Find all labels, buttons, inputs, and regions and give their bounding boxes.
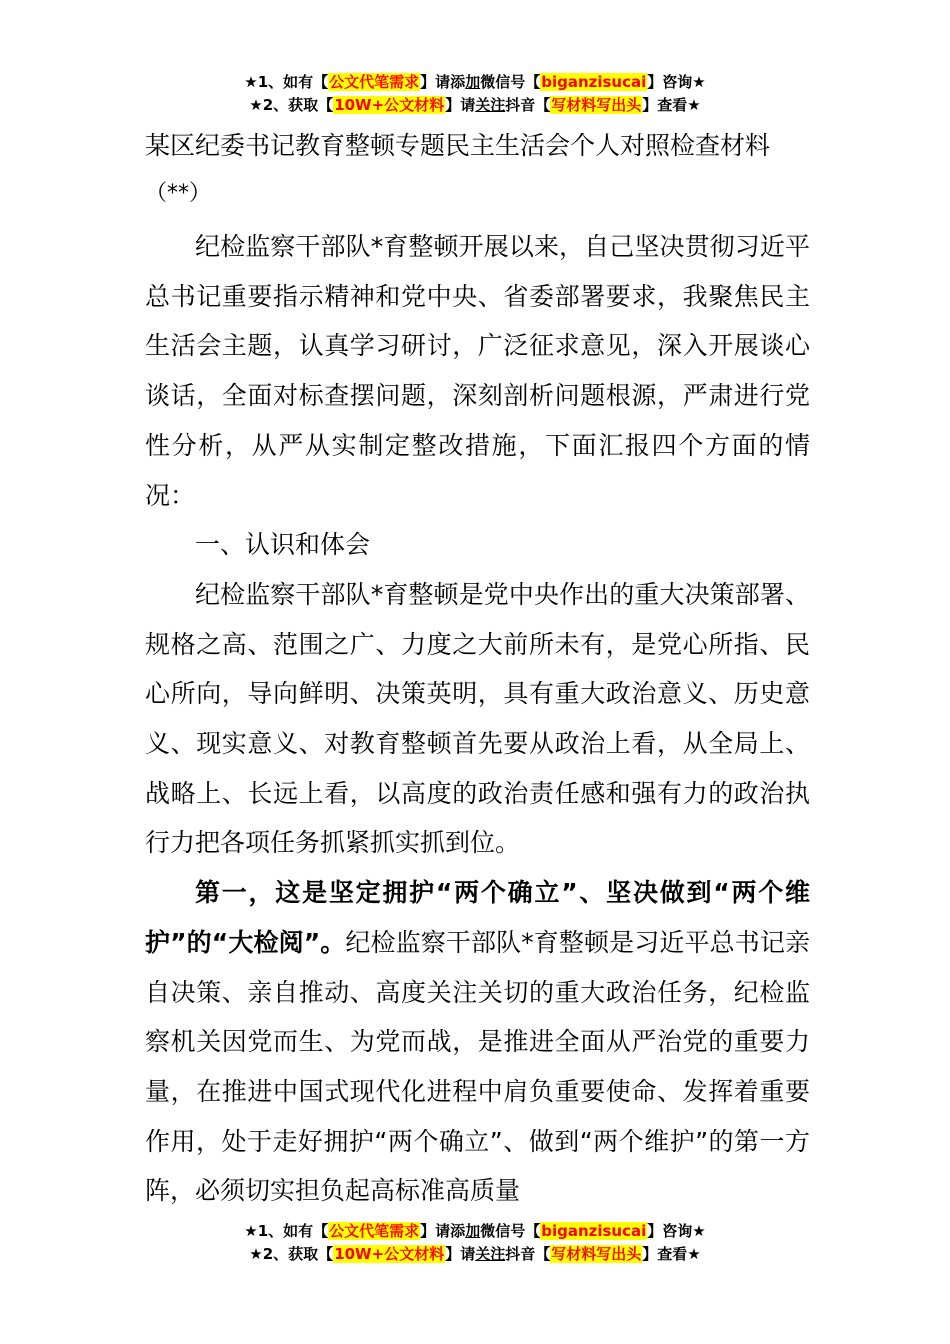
ad-text: ★1、如有【 <box>244 73 329 91</box>
ad-highlight-materials: 10W+公文材料 <box>334 96 445 114</box>
document-title-suffix: （**） <box>145 181 212 206</box>
ad-text: ★1、如有【 <box>244 1222 329 1240</box>
ad-highlight-wechat-id: biganzisucai <box>541 1222 647 1240</box>
header-ad-line-1 <box>0 72 950 92</box>
ad-text: 抖音【 <box>505 96 551 114</box>
ad-highlight-wechat-id: biganzisucai <box>541 73 647 91</box>
ad-text: 】咨询★ <box>647 1222 706 1240</box>
ad-underline: 关注 <box>475 1245 506 1263</box>
ad-highlight-service: 公文代笔需求 <box>329 1222 420 1240</box>
footer-ad-line-2 <box>0 1244 950 1264</box>
ad-text: ★2、获取【 <box>249 1245 334 1263</box>
ad-highlight-materials: 10W+公文材料 <box>334 1245 445 1263</box>
ad-text: 微信号【 <box>480 73 541 91</box>
paragraph-first-point <box>145 868 810 1216</box>
ad-highlight-douyin: 写材料写出头 <box>551 96 642 114</box>
ad-text: 】查看★ <box>642 96 701 114</box>
paragraph-first-point-text: 纪检监察干部队*育整顿是习近平总书记亲自决策、亲自推动、高度关注关切的重大政治任务，纪检监察机关因党而生、为党而战，是推进全面从严治党的重要力量，在推进中国式现代化进程中肩负重要使命、发挥着重要作用，处于走好拥护“两个确立”、做到“两个维护”的第一方阵，必须切实担负起高标准高质量 <box>145 927 810 1206</box>
ad-underline: 关注 <box>475 96 506 114</box>
ad-underline: 加 <box>465 1222 481 1240</box>
paragraph-understanding: 纪检监察干部队*育整顿是党中央作出的重大决策部署、规格之高、范围之广、力度之大前所未有，是党心所指、民心所向，导向鲜明、决策英明，具有重大政治意义、历史意义、现实意义、对教育整顿首先要从政治上看，从全局上、战略上、长远上看，以高度的政治责任感和强有力的政治执行力把各项任务抓紧抓实抓到位。 <box>145 579 810 858</box>
document-body <box>145 222 810 1216</box>
ad-text: ★2、获取【 <box>249 96 334 114</box>
paragraph-intro: 纪检监察干部队*育整顿开展以来，自己坚决贯彻习近平总书记重要指示精神和党中央、省委部署要求，我聚焦民主生活会主题，认真学习研讨，广泛征求意见，深入开展谈心谈话，全面对标查摆问题，深刻剖析问题根源，严肃进行党性分析，从严从实制定整改措施，下面汇报四个方面的情况： <box>145 232 810 510</box>
ad-text: 】请 <box>445 96 476 114</box>
ad-text: 】查看★ <box>642 1245 701 1263</box>
ad-underline: 加 <box>465 73 481 91</box>
document-title: 某区纪委书记教育整顿专题民主生活会个人对照检查材料 <box>145 131 771 160</box>
paragraph-lead-bold: 第一，这是坚定拥护“两个确立”、坚决做到“两个维护”的“大检阅”。 <box>145 878 810 957</box>
ad-highlight-douyin: 写材料写出头 <box>551 1245 642 1263</box>
ad-text: 】咨询★ <box>647 73 706 91</box>
ad-text: 】请 <box>445 1245 476 1263</box>
ad-text: 微信号【 <box>480 1222 541 1240</box>
section-heading: 一、认识和体会 <box>195 530 371 560</box>
ad-text: 】请添 <box>420 73 466 91</box>
header-ad-line-2 <box>0 95 950 115</box>
footer-ad-line-1 <box>0 1221 950 1241</box>
ad-highlight-service: 公文代笔需求 <box>329 73 420 91</box>
ad-text: 抖音【 <box>505 1245 551 1263</box>
ad-text: 】请添 <box>420 1222 466 1240</box>
